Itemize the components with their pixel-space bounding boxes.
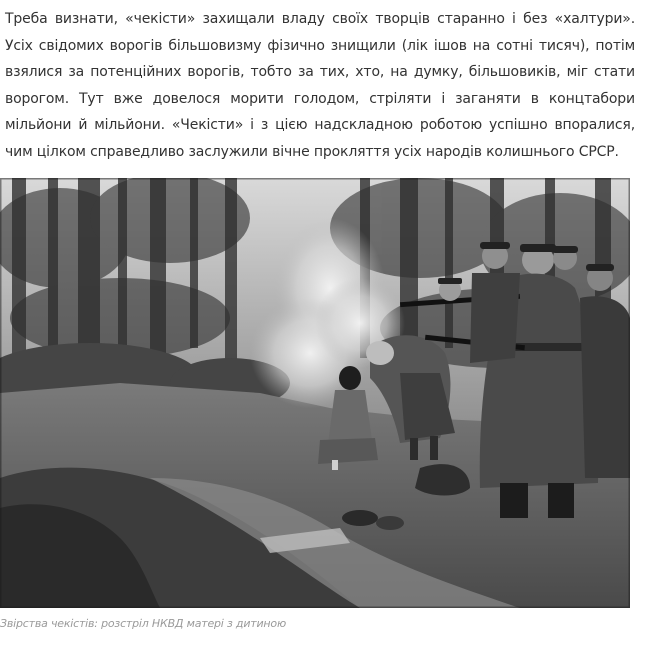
article (5, 0, 635, 166)
execution-photo-illustration (0, 178, 630, 608)
article-paragraph: Треба визнати, «чекісти» захищали владу своїх творців старанно і без «халтури». Усіх свідомих ворогів більшовизму фізично знищили (лік ішов на сотні тисяч), потім взялися за потенційних ворогів, тобто за тих, хто, на думку, більшовиків, міг стати ворогом. Тут вже довелося морити голодом, стріляти і заганяти в концтабори мільйони й мільйони. «Чекісти» і з цією надскладною роботою успішно впоралися, чим цілком справедливо заслужили вічне прокляття усіх народів колишнього СРСР. (5, 11, 635, 160)
photo-caption: Звірства чекістів: розстріл НКВД матері з дитиною (0, 617, 287, 630)
historical-photo (0, 178, 630, 608)
